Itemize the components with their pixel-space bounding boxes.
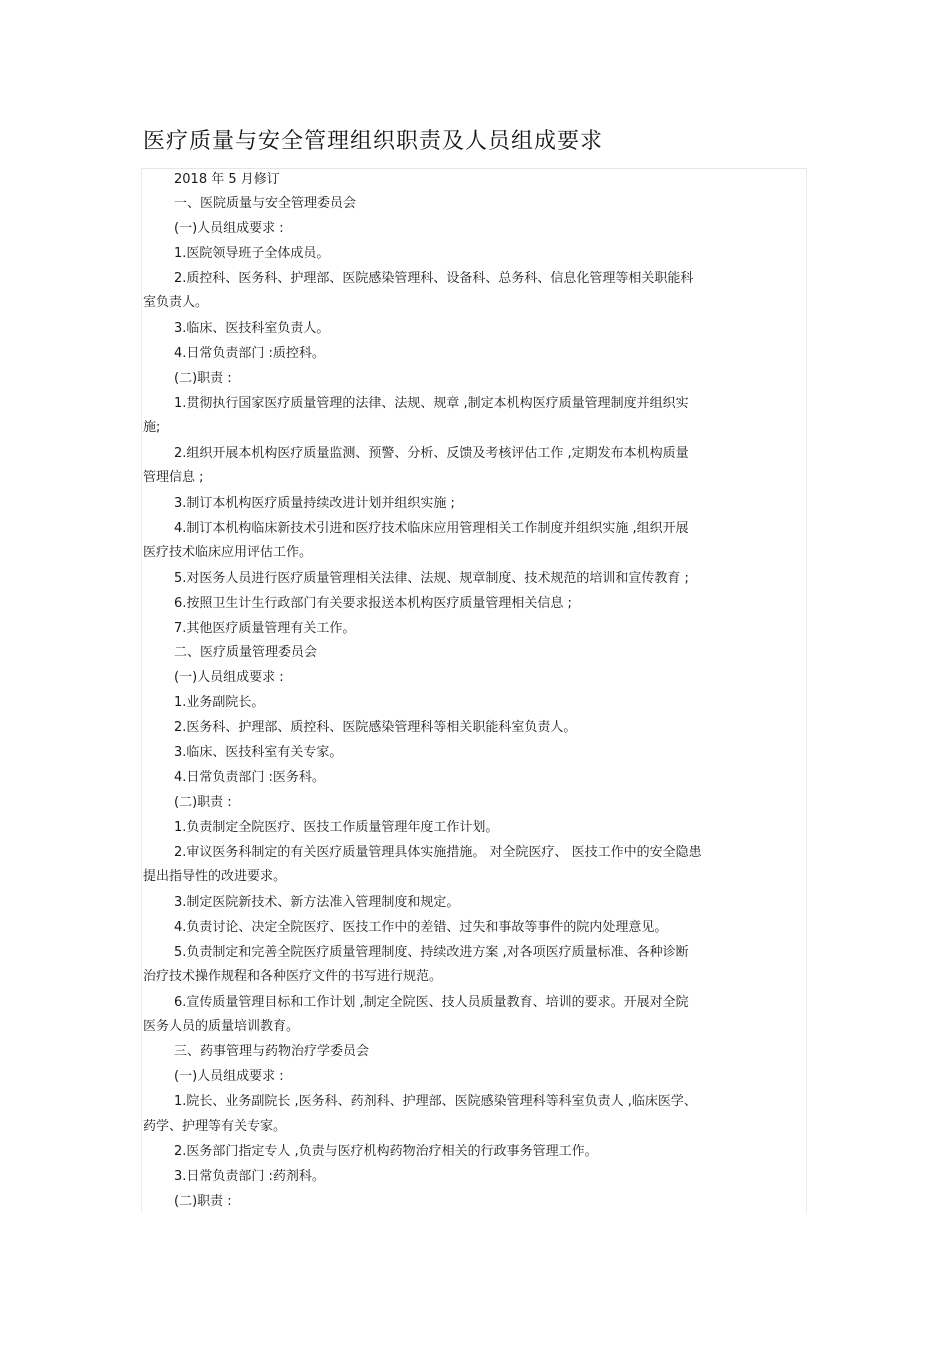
list-item: 4.制订本机构临床新技术引进和医疗技术临床应用管理相关工作制度并组织实施 ,组织开展 [174,521,689,536]
list-item: 4.负责讨论、决定全院医疗、医技工作中的差错、过失和事故等事件的院内处理意见。 [174,920,668,935]
list-item: 5.对医务人员进行医疗质量管理相关法律、法规、规章制度、技术规范的培训和宣传教育 ; [174,571,689,586]
list-item: 3.临床、医技科室有关专家。 [174,745,343,760]
section-heading: 三、药事管理与药物治疗学委员会 [174,1044,370,1059]
list-item-continuation: 药学、护理等有关专家。 [143,1119,287,1134]
list-item-continuation: 室负责人。 [143,295,209,310]
revision-date: 2018 年 5 月修订 [174,172,280,187]
list-item-continuation: 医疗技术临床应用评估工作。 [143,545,313,560]
list-item: 2.组织开展本机构医疗质量监测、预警、分析、反馈及考核评估工作 ,定期发布本机构质量 [174,446,689,461]
list-item: 3.制定医院新技术、新方法准入管理制度和规定。 [174,895,460,910]
list-item: 3.临床、医技科室负责人。 [174,321,330,336]
list-item: 4.日常负责部门 :医务科。 [174,770,325,785]
list-item: 3.制订本机构医疗质量持续改进计划并组织实施 ; [174,496,455,511]
list-item: 1.负责制定全院医疗、医技工作质量管理年度工作计划。 [174,820,499,835]
section-heading: 二、医疗质量管理委员会 [174,645,318,660]
list-item: 2.审议医务科制定的有关医疗质量管理具体实施措施。 对全院医疗、 医技工作中的安全隐患 [174,845,702,860]
list-item: 6.宣传质量管理目标和工作计划 ,制定全院医、技人员质量教育、培训的要求。开展对全院 [174,995,689,1010]
list-item-continuation: 医务人员的质量培训教育。 [143,1019,300,1034]
subsection-heading: (一)人员组成要求 : [174,670,284,685]
subsection-heading: (二)职责 : [174,795,232,810]
list-item: 6.按照卫生计生行政部门有关要求报送本机构医疗质量管理相关信息 ; [174,596,572,611]
list-item: 1.贯彻执行国家医疗质量管理的法律、法规、规章 ,制定本机构医疗质量管理制度并组织实 [174,396,689,411]
list-item: 2.质控科、医务科、护理部、医院感染管理科、设备科、总务科、信息化管理等相关职能科 [174,271,694,286]
list-item-continuation: 管理信息 ; [143,470,204,485]
list-item: 1.业务副院长。 [174,695,265,710]
subsection-heading: (一)人员组成要求 : [174,221,284,236]
subsection-heading: (二)职责 : [174,1194,232,1209]
subsection-heading: (二)职责 : [174,371,232,386]
list-item: 2.医务科、护理部、质控科、医院感染管理科等相关职能科室负责人。 [174,720,577,735]
document-title: 医疗质量与安全管理组织职责及人员组成要求 [143,129,604,154]
list-item: 3.日常负责部门 :药剂科。 [174,1169,325,1184]
list-item: 5.负责制定和完善全院医疗质量管理制度、持续改进方案 ,对各项医疗质量标准、各种诊断 [174,945,689,960]
list-item: 4.日常负责部门 :质控科。 [174,346,325,361]
list-item: 1.院长、业务副院长 ,医务科、药剂科、护理部、医院感染管理科等科室负责人 ,临床医学、 [174,1094,697,1109]
list-item-continuation: 提出指导性的改进要求。 [143,869,287,884]
section-heading: 一、医院质量与安全管理委员会 [174,196,357,211]
subsection-heading: (一)人员组成要求 : [174,1069,284,1084]
list-item: 2.医务部门指定专人 ,负责与医疗机构药物治疗相关的行政事务管理工作。 [174,1144,598,1159]
list-item: 1.医院领导班子全体成员。 [174,246,330,261]
list-item-continuation: 治疗技术操作规程和各种医疗文件的书写进行规范。 [143,969,443,984]
list-item: 7.其他医疗质量管理有关工作。 [174,621,356,636]
list-item-continuation: 施; [143,420,161,435]
